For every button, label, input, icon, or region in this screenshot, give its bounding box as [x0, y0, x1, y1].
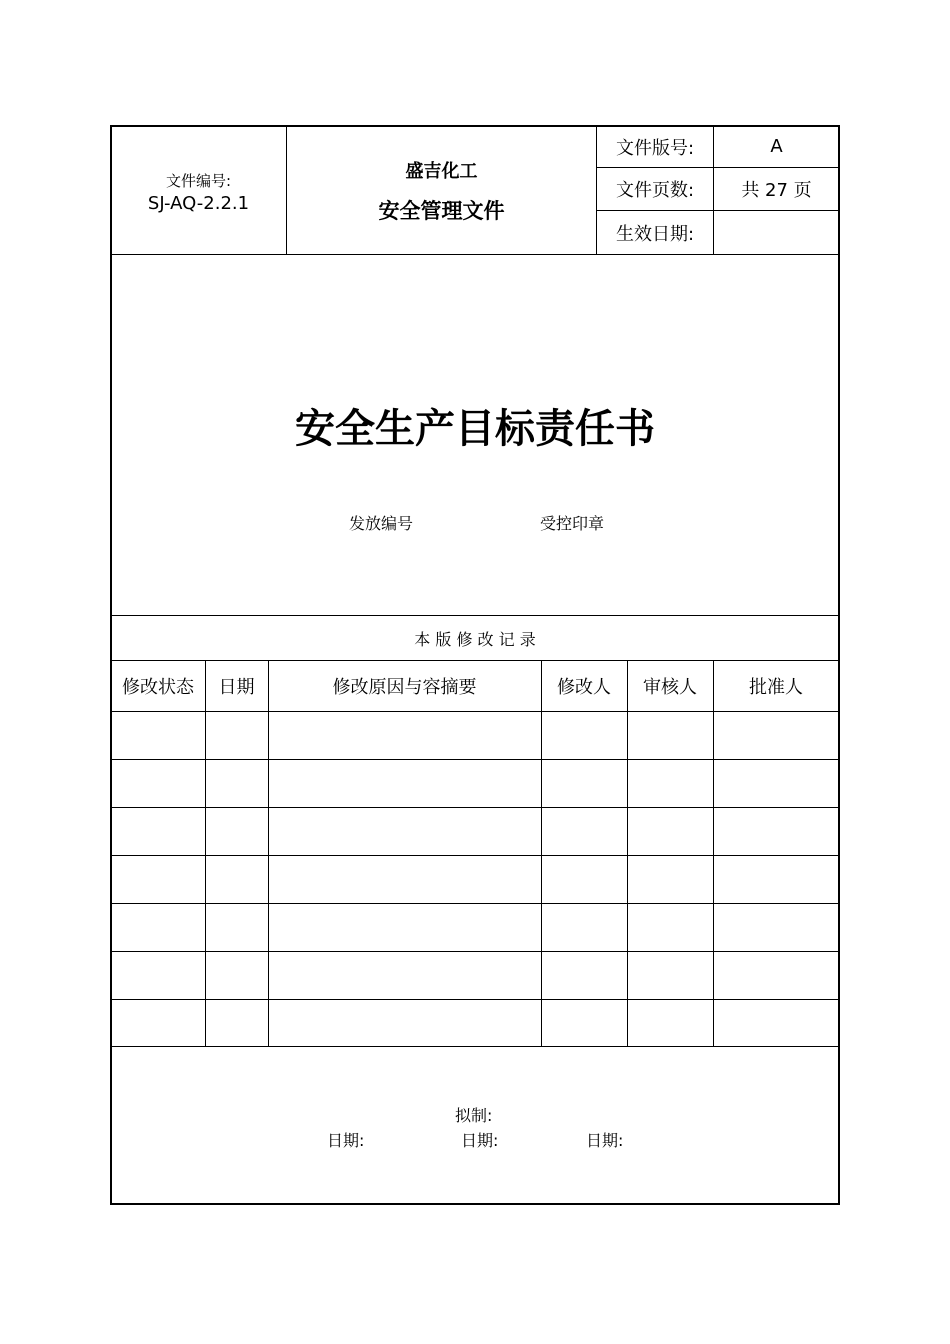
revision-column-line [205, 660, 206, 1046]
revision-cell [205, 760, 268, 807]
doc-number-cell [111, 126, 286, 254]
revision-cell [541, 1000, 627, 1046]
doc-number-value: SJ-AQ-2.2.1 [147, 193, 250, 214]
revision-cell [713, 952, 839, 999]
revision-cell [541, 712, 627, 759]
revision-column-line [713, 660, 714, 1046]
revision-cell [268, 760, 541, 807]
document-title: 安全生产目标责任书 [295, 405, 655, 452]
revision-cell [713, 760, 839, 807]
revision-cell [205, 904, 268, 951]
revision-cell [541, 808, 627, 855]
company-cell [287, 126, 596, 254]
revision-cell [541, 952, 627, 999]
revision-cell [541, 760, 627, 807]
revision-cell [627, 952, 713, 999]
revision-cell [268, 712, 541, 759]
revision-cell [268, 904, 541, 951]
revision-cell [627, 904, 713, 951]
company-name: 盛吉化工 [405, 161, 478, 182]
revision-cell [713, 856, 839, 903]
revision-column-header: 修改原因与容摘要 [332, 677, 477, 698]
revision-cell [111, 904, 205, 951]
revision-column-header: 审核人 [643, 677, 697, 698]
revision-cell [111, 808, 205, 855]
date-label-3: 日期: [586, 1131, 624, 1150]
revision-cell [111, 856, 205, 903]
revision-cell [268, 1000, 541, 1046]
revision-row-line [111, 1046, 839, 1047]
doc-type: 安全管理文件 [378, 199, 505, 223]
revision-cell [627, 1000, 713, 1046]
issue-number-label: 发放编号 [349, 514, 414, 533]
revision-cell [111, 712, 205, 759]
revision-column-header: 日期 [218, 677, 255, 698]
version-value: A [770, 136, 783, 157]
revision-cell [268, 856, 541, 903]
revision-cell [268, 952, 541, 999]
revision-cell [627, 760, 713, 807]
pages-label: 文件页数: [615, 180, 695, 201]
revision-cell [627, 808, 713, 855]
revision-column-line [541, 660, 542, 1046]
header-bottom-line [111, 254, 839, 255]
revision-cell [205, 712, 268, 759]
revision-cell [205, 1000, 268, 1046]
revision-cell [205, 808, 268, 855]
effective-date-label: 生效日期: [615, 223, 695, 245]
revision-section-title: 本 版 修 改 记 录 [414, 629, 536, 649]
effective-date-value [714, 211, 839, 254]
revision-cell [111, 760, 205, 807]
date-label-1: 日期: [327, 1131, 365, 1150]
revision-cell [627, 856, 713, 903]
revision-cell [111, 1000, 205, 1046]
revision-column-header: 批准人 [749, 677, 803, 698]
revision-cell [713, 1000, 839, 1046]
revision-cell [713, 904, 839, 951]
controlled-stamp-label: 受控印章 [540, 514, 605, 533]
revision-cell [205, 856, 268, 903]
revision-column-line [268, 660, 269, 1046]
revision-column-line [627, 660, 628, 1046]
revision-cell [205, 952, 268, 999]
drafted-label: 拟制: [455, 1106, 493, 1125]
version-label: 文件版号: [615, 137, 695, 159]
date-label-2: 日期: [461, 1131, 499, 1150]
revision-column-header: 修改人 [557, 677, 611, 698]
revision-cell [111, 952, 205, 999]
revision-cell [541, 904, 627, 951]
revision-cell [627, 712, 713, 759]
doc-number-label: 文件编号: [165, 172, 232, 190]
revision-cell [541, 856, 627, 903]
revision-cell [268, 808, 541, 855]
pages-value: 共 27 页 [741, 180, 812, 201]
revision-cell [713, 712, 839, 759]
revision-cell [713, 808, 839, 855]
revision-column-header: 修改状态 [122, 677, 194, 698]
